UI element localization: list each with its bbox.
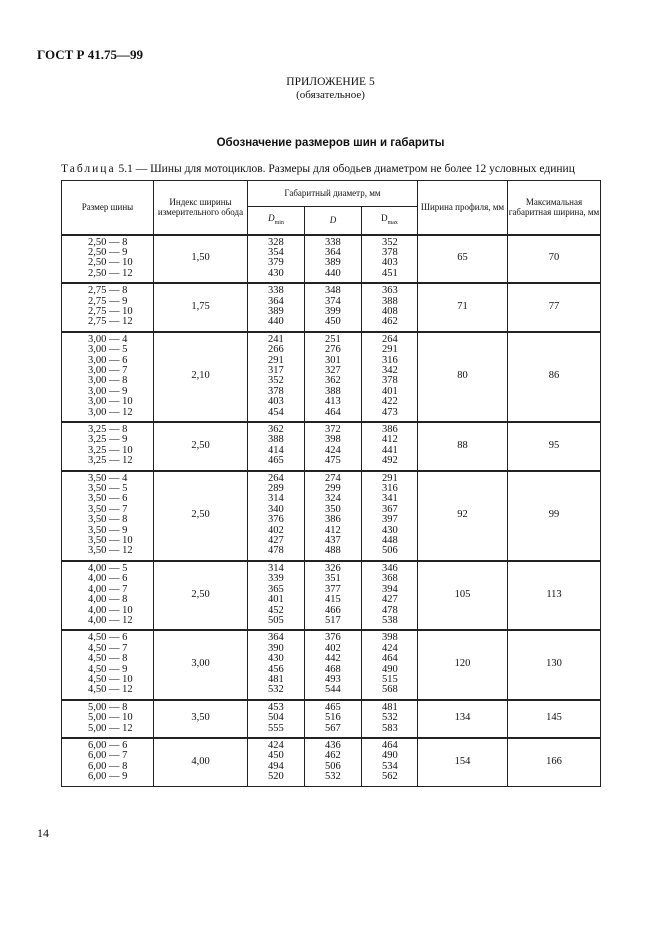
page-number: 14 <box>37 826 49 840</box>
d-cell-value: 436 <box>325 739 341 751</box>
d-min-cell-value: 478 <box>268 545 284 557</box>
d-min-cell-value: 401 <box>268 594 284 606</box>
max-width-cell: 99 <box>508 471 601 561</box>
d-max-cell-value: 352 <box>382 236 398 248</box>
d-max-cell-value: 403 <box>382 257 398 269</box>
d-cell-value: 412 <box>325 524 341 536</box>
header-tire-size: Размер шины <box>62 181 154 235</box>
d-max-cell <box>362 738 418 786</box>
header-rim-width-index: Индекс ширины измерительного обода <box>154 181 248 235</box>
tire-size-cell-value: 2,75 — 12 <box>88 316 133 328</box>
d-cell-value: 516 <box>325 712 341 724</box>
d-cell-value: 299 <box>325 483 341 495</box>
tire-size-cell-value: 3,50 — 8 <box>88 514 128 526</box>
rim-index-cell: 2,50 <box>154 471 248 561</box>
tire-size-cell-value: 3,25 — 10 <box>88 444 133 456</box>
tire-size-cell <box>62 283 154 332</box>
tire-size-cell-value: 3,00 — 10 <box>88 396 133 408</box>
max-width-cell: 86 <box>508 332 601 422</box>
d-max-cell-value: 532 <box>382 712 398 724</box>
d-min-cell-value: 430 <box>268 653 284 665</box>
d-cell-value: 488 <box>325 545 341 557</box>
d-max-cell-value: 341 <box>382 493 398 505</box>
d-max-cell-value: 534 <box>382 760 398 772</box>
d-cell-value: 442 <box>325 653 341 665</box>
tire-size-cell-value: 4,00 — 5 <box>88 562 128 574</box>
rim-index-cell: 3,00 <box>154 630 248 699</box>
tire-size-cell-value: 4,50 — 6 <box>88 632 128 644</box>
d-cell <box>305 422 362 471</box>
tire-size-cell-value: 4,00 — 8 <box>88 594 128 606</box>
d-cell-value: 372 <box>325 424 341 435</box>
d-max-cell-value: 346 <box>382 562 398 574</box>
d-max-cell <box>362 283 418 332</box>
tire-size-cell-value: 4,00 — 10 <box>88 604 133 616</box>
d-min-cell-value: 291 <box>268 354 284 366</box>
d-cell <box>305 630 362 699</box>
rim-index-cell: 3,50 <box>154 700 248 738</box>
header-d-symbol: D <box>329 215 337 225</box>
d-max-cell-value: 378 <box>382 375 398 387</box>
d-min-cell-value: 314 <box>268 562 284 574</box>
d-max-cell-value: 490 <box>382 750 398 762</box>
tire-size-cell-value: 4,50 — 7 <box>88 642 128 654</box>
d-cell-value: 506 <box>325 760 341 772</box>
d-cell-value: 450 <box>325 316 341 328</box>
d-min-cell-value: 456 <box>268 663 284 675</box>
d-min-cell-value: 264 <box>268 472 284 484</box>
tire-size-cell-value: 3,00 — 6 <box>88 354 128 366</box>
d-cell-value: 274 <box>325 472 341 484</box>
header-max-overall-width: Максимальная габаритная ширина, мм <box>508 181 601 235</box>
d-cell-value: 251 <box>325 333 341 345</box>
header-d-max-symbol: D <box>381 212 388 223</box>
tire-size-cell-value: 2,75 — 10 <box>88 305 133 317</box>
max-width-cell: 113 <box>508 561 601 630</box>
d-cell-value: 532 <box>325 771 341 783</box>
d-max-cell-value: 422 <box>382 396 398 408</box>
tire-size-cell <box>62 332 154 422</box>
d-max-cell-value: 398 <box>382 632 398 644</box>
d-min-cell <box>248 630 305 699</box>
d-min-cell-value: 354 <box>268 246 284 258</box>
max-width-cell: 95 <box>508 422 601 471</box>
d-cell-value: 374 <box>325 295 341 307</box>
tire-size-cell <box>62 561 154 630</box>
rim-index-cell: 1,75 <box>154 283 248 332</box>
tire-size-cell-value: 3,50 — 9 <box>88 524 128 536</box>
d-max-cell-value: 378 <box>382 246 398 258</box>
d-min-cell-value: 390 <box>268 642 284 654</box>
d-max-cell-value: 316 <box>382 483 398 495</box>
tire-size-cell <box>62 235 154 284</box>
rim-index-cell: 2,10 <box>154 332 248 422</box>
d-min-cell-value: 532 <box>268 684 284 696</box>
d-min-cell-value: 328 <box>268 236 284 248</box>
d-cell-value: 464 <box>325 406 341 418</box>
d-min-cell-value: 379 <box>268 257 284 269</box>
d-min-cell-value: 494 <box>268 760 284 772</box>
table-row <box>62 332 601 422</box>
d-max-cell <box>362 235 418 284</box>
tire-size-cell-value: 3,50 — 4 <box>88 472 128 484</box>
tire-size-cell-value: 3,00 — 9 <box>88 385 128 397</box>
d-min-cell-value: 365 <box>268 583 284 595</box>
d-max-cell-value: 316 <box>382 354 398 366</box>
d-max-cell-value: 568 <box>382 684 398 696</box>
d-max-cell-value: 451 <box>382 267 398 279</box>
d-cell-value: 415 <box>325 594 341 606</box>
d-max-cell <box>362 561 418 630</box>
d-min-cell-value: 364 <box>268 632 284 644</box>
table-body <box>62 235 601 787</box>
d-min-cell <box>248 332 305 422</box>
d-cell-value: 350 <box>325 503 341 515</box>
d-max-cell <box>362 422 418 471</box>
max-width-cell: 145 <box>508 700 601 738</box>
d-min-cell-value: 289 <box>268 483 284 495</box>
d-max-cell-value: 394 <box>382 583 398 595</box>
tire-size-cell-value: 3,00 — 4 <box>88 333 128 345</box>
section-width-cell: 105 <box>418 561 508 630</box>
d-min-cell-value: 402 <box>268 524 284 536</box>
tire-size-cell-value: 4,50 — 10 <box>88 673 133 685</box>
tire-size-cell-value: 6,00 — 7 <box>88 750 128 762</box>
tire-size-cell-value: 2,50 — 9 <box>88 246 128 258</box>
d-cell-value: 468 <box>325 663 341 675</box>
d-min-cell-value: 266 <box>268 344 284 356</box>
d-min-cell-value: 339 <box>268 573 284 585</box>
table-row <box>62 235 601 284</box>
header-d-min <box>248 207 305 235</box>
d-max-cell-value: 464 <box>382 739 398 751</box>
header-d-min-symbol: D <box>268 212 275 223</box>
d-cell-value: 440 <box>325 267 341 279</box>
d-cell <box>305 283 362 332</box>
d-max-cell-value: 291 <box>382 344 398 356</box>
d-max-cell-value: 481 <box>382 701 398 713</box>
d-min-cell <box>248 422 305 471</box>
d-max-cell <box>362 700 418 738</box>
d-max-cell-value: 427 <box>382 594 398 606</box>
d-max-cell-value: 464 <box>382 653 398 665</box>
d-min-cell <box>248 561 305 630</box>
d-cell-value: 465 <box>325 701 341 713</box>
tire-size-cell-value: 3,00 — 5 <box>88 344 128 356</box>
table-row <box>62 738 601 786</box>
d-cell <box>305 332 362 422</box>
header-d <box>305 207 362 235</box>
d-min-cell-value: 454 <box>268 406 284 418</box>
tire-size-cell-value: 4,50 — 8 <box>88 653 128 665</box>
d-cell-value: 517 <box>325 614 341 626</box>
d-max-cell-value: 408 <box>382 305 398 317</box>
d-min-cell-value: 388 <box>268 434 284 446</box>
d-min-cell-value: 378 <box>268 385 284 397</box>
tire-size-cell-value: 4,50 — 9 <box>88 663 128 675</box>
d-cell-value: 475 <box>325 455 341 467</box>
max-width-cell: 77 <box>508 283 601 332</box>
d-max-cell-value: 538 <box>382 614 398 626</box>
d-max-cell-value: 291 <box>382 472 398 484</box>
d-max-cell-value: 478 <box>382 604 398 616</box>
table-row <box>62 283 601 332</box>
d-cell-value: 544 <box>325 684 341 696</box>
section-width-cell: 154 <box>418 738 508 786</box>
d-min-cell-value: 424 <box>268 739 284 751</box>
d-max-cell-value: 583 <box>382 722 398 734</box>
table-row <box>62 561 601 630</box>
d-min-cell-value: 403 <box>268 396 284 408</box>
d-min-cell-value: 364 <box>268 295 284 307</box>
d-max-cell-value: 424 <box>382 642 398 654</box>
d-min-cell-value: 376 <box>268 514 284 526</box>
d-min-cell <box>248 738 305 786</box>
d-min-cell-value: 314 <box>268 493 284 505</box>
rim-index-cell: 2,50 <box>154 422 248 471</box>
d-cell-value: 413 <box>325 396 341 408</box>
d-cell-value: 493 <box>325 673 341 685</box>
d-min-cell-value: 465 <box>268 455 284 467</box>
header-d-max <box>362 207 418 235</box>
section-width-cell: 120 <box>418 630 508 699</box>
d-max-cell-value: 473 <box>382 406 398 418</box>
d-min-cell <box>248 700 305 738</box>
d-min-cell-value: 520 <box>268 771 284 783</box>
tire-size-cell-value: 2,50 — 10 <box>88 257 133 269</box>
tire-size-cell-value: 3,50 — 10 <box>88 535 133 547</box>
tire-size-cell-value: 3,50 — 6 <box>88 493 128 505</box>
table-caption <box>61 163 575 175</box>
table-row <box>62 422 601 471</box>
d-max-cell-value: 363 <box>382 285 398 297</box>
d-min-cell-value: 453 <box>268 701 284 713</box>
tire-size-cell <box>62 422 154 471</box>
d-min-cell-value: 504 <box>268 712 284 724</box>
section-width-cell: 134 <box>418 700 508 738</box>
d-max-cell-value: 441 <box>382 444 398 456</box>
tire-size-cell-value: 6,00 — 9 <box>88 771 128 783</box>
d-min-cell-value: 317 <box>268 364 284 376</box>
table-row <box>62 471 601 561</box>
d-cell-value: 276 <box>325 344 341 356</box>
d-max-cell-value: 492 <box>382 455 398 467</box>
section-width-cell: 80 <box>418 332 508 422</box>
header-d-max-subscript: max <box>387 219 398 226</box>
section-width-cell: 65 <box>418 235 508 284</box>
d-min-cell <box>248 283 305 332</box>
section-title: Обозначение размеров шин и габариты <box>216 137 445 149</box>
tire-size-cell-value: 3,00 — 12 <box>88 406 133 418</box>
d-cell-value: 466 <box>325 604 341 616</box>
d-max-cell-value: 490 <box>382 663 398 675</box>
table-caption-word: Таблица <box>61 163 116 175</box>
d-cell-value: 364 <box>325 246 341 258</box>
rim-index-cell: 2,50 <box>154 561 248 630</box>
tire-size-cell-value: 5,00 — 8 <box>88 701 128 713</box>
tire-size-cell-value: 3,00 — 7 <box>88 364 128 376</box>
appendix-title: ПРИЛОЖЕНИЕ 5 <box>286 76 375 88</box>
d-min-cell <box>248 235 305 284</box>
max-width-cell: 166 <box>508 738 601 786</box>
d-max-cell-value: 412 <box>382 434 398 446</box>
tire-size-cell-value: 2,50 — 8 <box>88 236 128 248</box>
d-min-cell <box>248 471 305 561</box>
tire-size-cell <box>62 700 154 738</box>
d-max-cell-value: 506 <box>382 545 398 557</box>
d-min-cell-value: 389 <box>268 305 284 317</box>
d-max-cell-value: 388 <box>382 295 398 307</box>
d-cell <box>305 700 362 738</box>
d-max-cell-value: 562 <box>382 771 398 783</box>
d-cell-value: 377 <box>325 583 341 595</box>
tire-dimensions-table <box>61 180 601 787</box>
d-cell-value: 437 <box>325 535 341 547</box>
d-min-cell-value: 362 <box>268 424 284 435</box>
d-max-cell-value: 342 <box>382 364 398 376</box>
d-max-cell-value: 448 <box>382 535 398 547</box>
section-width-cell: 92 <box>418 471 508 561</box>
d-min-cell-value: 352 <box>268 375 284 387</box>
d-cell-value: 389 <box>325 257 341 269</box>
table-row <box>62 700 601 738</box>
max-width-cell: 70 <box>508 235 601 284</box>
d-max-cell <box>362 471 418 561</box>
d-cell-value: 362 <box>325 375 341 387</box>
d-cell-value: 462 <box>325 750 341 762</box>
tire-size-cell-value: 5,00 — 12 <box>88 722 133 734</box>
d-cell <box>305 471 362 561</box>
d-cell-value: 348 <box>325 285 341 297</box>
d-cell <box>305 235 362 284</box>
d-cell-value: 402 <box>325 642 341 654</box>
d-cell-value: 301 <box>325 354 341 366</box>
header-section-width: Ширина профиля, мм <box>418 181 508 235</box>
d-min-cell-value: 505 <box>268 614 284 626</box>
d-max-cell-value: 264 <box>382 333 398 345</box>
d-cell-value: 398 <box>325 434 341 446</box>
d-cell-value: 351 <box>325 573 341 585</box>
tire-size-cell-value: 2,75 — 8 <box>88 285 128 297</box>
d-max-cell-value: 462 <box>382 316 398 328</box>
d-cell-value: 424 <box>325 444 341 456</box>
tire-size-cell-value: 4,50 — 12 <box>88 684 133 696</box>
d-max-cell-value: 401 <box>382 385 398 397</box>
max-width-cell: 130 <box>508 630 601 699</box>
document-standard-code: ГОСТ Р 41.75—99 <box>37 47 143 62</box>
d-cell-value: 388 <box>325 385 341 397</box>
d-max-cell-value: 397 <box>382 514 398 526</box>
d-min-cell-value: 340 <box>268 503 284 515</box>
tire-size-cell <box>62 738 154 786</box>
rim-index-cell: 4,00 <box>154 738 248 786</box>
d-min-cell-value: 427 <box>268 535 284 547</box>
d-cell-value: 327 <box>325 364 341 376</box>
d-max-cell-value: 367 <box>382 503 398 515</box>
tire-size-cell-value: 3,00 — 8 <box>88 375 128 387</box>
header-overall-diameter: Габаритный диаметр, мм <box>248 181 418 207</box>
d-max-cell <box>362 332 418 422</box>
table-row <box>62 630 601 699</box>
d-min-cell-value: 338 <box>268 285 284 297</box>
d-cell-value: 326 <box>325 562 341 574</box>
section-width-cell: 88 <box>418 422 508 471</box>
tire-size-cell-value: 3,50 — 12 <box>88 545 133 557</box>
tire-size-cell-value: 5,00 — 10 <box>88 712 133 724</box>
d-min-cell-value: 481 <box>268 673 284 685</box>
d-max-cell-value: 515 <box>382 673 398 685</box>
d-cell-value: 567 <box>325 722 341 734</box>
d-min-cell-value: 452 <box>268 604 284 616</box>
d-max-cell-value: 430 <box>382 524 398 536</box>
d-cell-value: 386 <box>325 514 341 526</box>
d-cell-value: 324 <box>325 493 341 505</box>
d-cell-value: 376 <box>325 632 341 644</box>
tire-size-cell-value: 3,25 — 12 <box>88 455 133 467</box>
tire-size-cell-value: 4,00 — 12 <box>88 614 133 626</box>
tire-size-cell <box>62 471 154 561</box>
tire-size-cell-value: 2,50 — 12 <box>88 267 133 279</box>
tire-size-cell-value: 3,25 — 9 <box>88 434 128 446</box>
rim-index-cell: 1,50 <box>154 235 248 284</box>
tire-size-cell <box>62 630 154 699</box>
section-width-cell: 71 <box>418 283 508 332</box>
tire-size-cell-value: 4,00 — 6 <box>88 573 128 585</box>
d-max-cell-value: 368 <box>382 573 398 585</box>
d-cell-value: 399 <box>325 305 341 317</box>
tire-size-cell-value: 2,75 — 9 <box>88 295 128 307</box>
d-min-cell-value: 414 <box>268 444 284 456</box>
d-min-cell-value: 241 <box>268 333 284 345</box>
appendix-subtitle: (обязательное) <box>296 89 365 101</box>
d-cell-value: 338 <box>325 236 341 248</box>
d-min-cell-value: 440 <box>268 316 284 328</box>
tire-size-cell-value: 4,00 — 7 <box>88 583 128 595</box>
d-max-cell-value: 386 <box>382 424 398 435</box>
tire-size-cell-value: 6,00 — 6 <box>88 739 128 751</box>
d-min-cell-value: 555 <box>268 722 284 734</box>
d-cell <box>305 561 362 630</box>
tire-size-cell-value: 3,50 — 7 <box>88 503 128 515</box>
d-min-cell-value: 450 <box>268 750 284 762</box>
d-cell <box>305 738 362 786</box>
d-max-cell <box>362 630 418 699</box>
header-d-min-subscript: min <box>274 219 284 226</box>
tire-size-cell-value: 3,25 — 8 <box>88 424 128 435</box>
tire-size-cell-value: 3,50 — 5 <box>88 483 128 495</box>
tire-size-cell-value: 6,00 — 8 <box>88 760 128 772</box>
table-caption-text: 5.1 — Шины для мотоциклов. Размеры для ободьев диаметром не более 12 условных единиц <box>118 163 575 175</box>
d-min-cell-value: 430 <box>268 267 284 279</box>
